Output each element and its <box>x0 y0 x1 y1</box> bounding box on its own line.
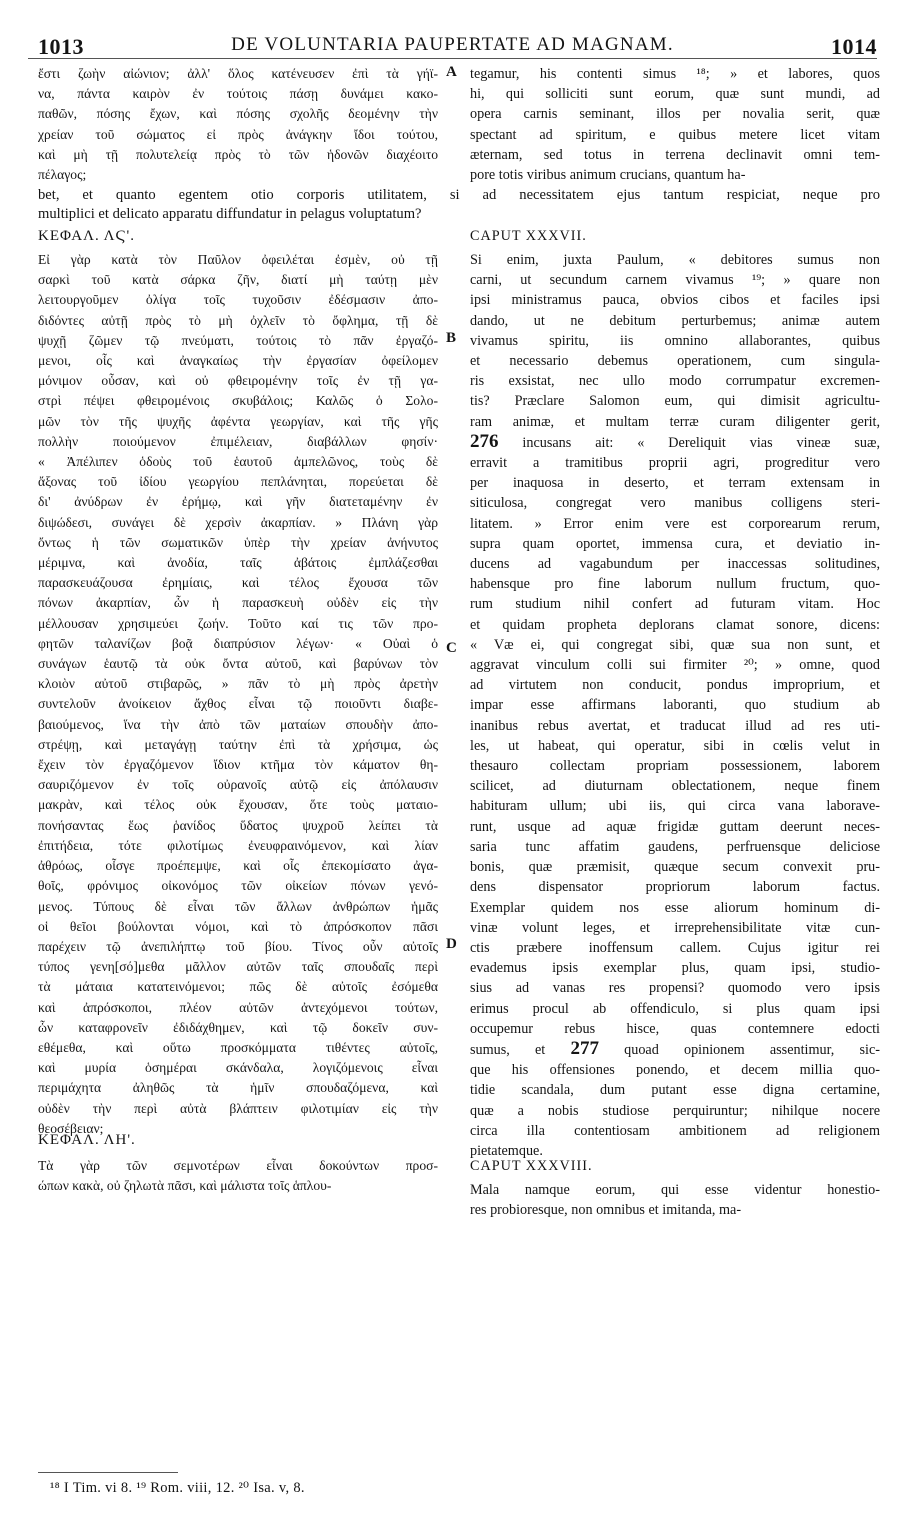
greek-text-line: οἱ θεῖοι βούλονται νόμοι, καὶ τὸ ἀπρόσκοπον πᾶσι <box>38 918 438 934</box>
greek-text-line: περιμάχητα ἀληθῶς τὰ ἡμῖν σπουδαζόμενα, καὶ <box>38 1080 438 1096</box>
latin-text-line: dando, ut ne debitum perturbemus; animæ autem <box>470 312 880 329</box>
latin-text-line: litatem. » Error enim vere est corporearum rerum, <box>470 515 880 532</box>
greek-text-line: τύπος γενη[σό]μεθα μᾶλλον αὐτῶν ταῖς σπουδαῖς περὶ <box>38 959 438 975</box>
left-page-number: 1013 <box>38 34 84 59</box>
greek-text-line: πέλαγος; <box>38 167 87 183</box>
running-title: DE VOLUNTARIA PAUPERTATE AD MAGNAM. <box>231 34 674 55</box>
latin-text-line: siticulosa, congregat vero manibus colligens steri- <box>470 495 880 512</box>
greek-text-line: να, πάντα καιρὸν ἐν τούτοις πάσῃ δυνάμει κακο- <box>38 86 438 102</box>
greek-text-line: μέλλουσαν χρησιμεύει ζωήν. Τοῦτο καί τις τῶν προ- <box>38 615 438 631</box>
latin-text-line: sumus, et 277 quoad opinionem assentimur, sic- <box>470 1038 880 1059</box>
latin-text-line: tegamur, his contenti simus ¹⁸; » et labores, quos <box>470 66 880 82</box>
greek-text-line: ἄξονας τοῦ ἰδίου γεωργίου πεπλάνηται, πορεύεται δὲ <box>38 474 438 490</box>
greek-chapter-heading-38: ΚΕΦΑΛ. ΛΗ'. <box>38 1132 136 1148</box>
latin-column-main <box>470 250 880 1161</box>
latin-text-line: habituram ullum; ubi iis, qui circa vana laborave- <box>470 798 880 815</box>
margin-letter-c: C <box>446 640 457 656</box>
greek-text-line: παρασκευάζουσα ἐρημίαις, καὶ τέλος ἔχουσα τῶν <box>38 575 438 591</box>
latin-text-line: ris exsistat, nec ullo modo corrumpatur excremen- <box>470 373 880 390</box>
latin-text-line: impar esse affirmans laboranti, quo studium ab <box>470 697 880 714</box>
greek-text-line: τὰ μάταια κατατεινόμενοι; πῶς δὲ αὐτοῖς ἐσόμεθα <box>38 979 438 995</box>
latin-text-line: rum studium nihil confert ad futuram vitam. Hoc <box>470 596 880 613</box>
greek-text-line: παθῶν, πόσης ἔχων, καὶ πόσης σχολῆς δεομένην τὴν <box>38 106 438 122</box>
latin-text-line: les, ut habeat, qui operatur, sibi in cœlis velut in <box>470 737 880 754</box>
column-number: 276 <box>470 431 499 452</box>
greek-text-line: ἀθρόως, οἷσγε προέπεμψε, καὶ οἷς ἐπεκομίσατο ἀγα- <box>38 858 438 874</box>
greek-text-line: ὄντως ἡ τῶν σωματικῶν ὑπὲρ τὴν χρείαν ἀνήνυτος <box>38 534 438 550</box>
latin-text-line: æternam, sed totus in terrena declinavit omni tem- <box>470 146 880 163</box>
greek-text-line: ἔστι ζωὴν αἰώνιον; ἀλλ' ὅλος κατένευσεν ἐπὶ τὰ γήϊ- <box>38 66 438 81</box>
greek-text-line: παρέχειν τῷ ἀνεπιλήπτῳ τοῦ βίου. Τίνος οὖν αὐτοῖς <box>38 938 438 954</box>
greek-text-line: πονήσαντας ἕως ῥανίδος ὕδατος ψυχροῦ λείπει τὰ <box>38 817 438 833</box>
greek-text-line: στρὶ πέψει φθειρομένοις σκυβάλοις; Καλῶς ὁ Σολο- <box>38 393 438 409</box>
latin-text-line: erravit a tramitibus proprii agri, progreditur vero <box>470 455 880 472</box>
greek-column-bottom <box>38 1156 438 1196</box>
latin-text-line: Exemplar quidem nos esse aliorum hominum di- <box>470 899 880 916</box>
greek-text-line: μῶν τὸν τῆς ψυχῆς ἀφέντα γεωργίαν, καὶ τῆς γῆς <box>38 413 438 429</box>
latin-text-line: et quidam propheta deplorans clamat sonore, dicens: <box>470 616 880 633</box>
greek-text-line: χρείαν τοῦ σώματος εἰ πρὸς ἀνάγκην ἴδοι τούτου, <box>38 126 438 142</box>
greek-text-line: συνάγων ἑαυτῷ τὰ οὐκ ὄντα αὐτοῦ, καὶ βαρύνων τὸν <box>38 656 438 672</box>
greek-text-line: ὧν καταφρονεῖν ἐδιδάχθημεν, καὶ τῷ δοκεῖν συν- <box>38 1019 438 1035</box>
greek-text-line: καὶ μυρία ὁσημέραι σκάνδαλα, λογιζόμενοις εἶναι <box>38 1060 438 1076</box>
latin-text-line: hi, qui solliciti sunt eorum, quæ sunt mundi, ad <box>470 86 880 103</box>
latin-text-line: spectant ad spiritum, e quibus metere licet vitam <box>470 126 880 143</box>
latin-text-line: pietatemque. <box>470 1142 543 1159</box>
footnote-rule <box>38 1472 178 1473</box>
latin-chapter-heading-37: CAPUT XXXVII. <box>470 228 587 244</box>
greek-text-line: πολλὴν ποιούμενον ἐπιμέλειαν, διαβάλλων φησίν· <box>38 433 438 449</box>
latin-text-line: erimus procul ab offendiculo, si plus quam ipsi <box>470 1000 880 1017</box>
latin-text-line: 276 incusans ait: « Dereliquit vias vineæ suæ, <box>470 431 880 452</box>
greek-text-line: ψυχῇ ζῶμεν τῷ πνεύματι, τούτοις τὸ πᾶν ἐργαζό- <box>38 332 438 348</box>
latin-text-line: runt, usque ad aquæ frigidæ guttam deerunt neces- <box>470 818 880 835</box>
margin-letter-a: A <box>446 64 457 80</box>
column-number: 277 <box>570 1038 599 1059</box>
greek-text-line: δι' ἀνύδρων ἐν ἐρήμῳ, καὶ γῆν διατεταμένην ἐν <box>38 494 438 510</box>
latin-text-line: quæ a nobis studiose perquiruntur; nihilque nocere <box>470 1102 880 1119</box>
latin-text-line: inanibus rebus avertat, et traducat illud ad res uti- <box>470 717 880 734</box>
greek-column-main <box>38 250 438 1139</box>
latin-text-line: « Væ ei, qui congregat sibi, quæ sua non sunt, et <box>470 636 880 653</box>
latin-text-line: bonis, quæ præmisit, quæque secum convexit pru- <box>470 859 880 876</box>
latin-column-top <box>470 64 880 185</box>
latin-text-line: scilicet, ad diuturnam oblectationem, neque finem <box>470 778 880 795</box>
full-width-text-line: bet, et quanto egentem otio corporis utilitatem, si ad necessitatem ejus tantum respiciat, neque pro <box>38 187 880 203</box>
latin-chapter-heading-38: CAPUT XXXVIII. <box>470 1158 593 1174</box>
greek-text-line: Εἰ γὰρ κατὰ τὸν Παῦλον ὀφειλέται ἐσμὲν, οὐ τῇ <box>38 252 438 267</box>
latin-text-line: aggravat vinculum colli sui firmiter ²⁰; » omne, quod <box>470 657 880 674</box>
greek-text-line: διδόντες αὐτῇ πρὸς τὸ μὴ ὀχλεῖν τὸ ὄφλημα, τῇ δὲ <box>38 312 438 328</box>
greek-text-line: βαιούμενος, ἵνα τὴν ἀπὸ τῶν ματαίων σπουδὴν ἀπο- <box>38 716 438 732</box>
footnotes: ¹⁸ I Tim. vi 8. ¹⁹ Rom. viii, 12. ²⁰ Isa. v, 8. <box>50 1480 305 1496</box>
latin-text-line: saria tunc affatim gaudens, perfruensque deliciose <box>470 838 880 855</box>
latin-text-line: sius ad vanas res propensi? quomodo vero ipsis <box>470 980 880 997</box>
greek-text-line: συντελοῦν ἀνοίκειον ἄχθος εἶναι τῷ ποιοῦντι διαβε- <box>38 696 438 712</box>
latin-text-line: ducens ad vagabundum per inaccessas solitudines, <box>470 556 880 573</box>
margin-letter-d: D <box>446 936 457 952</box>
greek-text-line: θοῖς, φρόνιμος οἰκονόμος τῶν οἰκείων πόνων γενό- <box>38 878 438 894</box>
latin-text-line: ad virtutem non conducit, pondus improprium, et <box>470 677 880 694</box>
latin-text-line: circa illa contentiosam ambitionem ad religionem <box>470 1122 880 1139</box>
full-width-text <box>38 186 880 224</box>
margin-letter-b: B <box>446 330 457 346</box>
latin-text-line: vivamus spiritu, iis omnino allaborantes, quibus <box>470 332 880 349</box>
latin-text-line: per inaquosa in deserto, et terram extensam in <box>470 475 880 492</box>
latin-column-bottom <box>470 1180 880 1220</box>
latin-text-line: ctis præbere inoffensum callem. Cujus igitur rei <box>470 939 880 956</box>
greek-text-line: διψώδεσι, συνάγει δὲ χερσὶν ἀκαρπίαν. » Πλάνη γὰρ <box>38 514 438 530</box>
greek-text-line: ώπων κακὰ, οὐ ζηλωτὰ πᾶσι, καὶ μάλιστα τοῖς ἁπλου- <box>38 1178 332 1194</box>
greek-chapter-heading-36: ΚΕΦΑΛ. ΛϚ'. <box>38 228 135 244</box>
latin-text-line: supra quam oportet, immensa cura, et deviatio in- <box>470 535 880 552</box>
greek-text-line: θεοσέβειαν; <box>38 1120 104 1136</box>
latin-text-line: et necessario debemus operationem, cum singula- <box>470 353 880 370</box>
greek-text-line: ἔχειν τὸν ἐργαζόμενον ἴδιον κτῆμα τὸν κάματον θη- <box>38 757 438 773</box>
greek-text-line: μακρὰν, καὶ τέλος οὐκ ἔχουσαν, ὅτε τοὺς ματαιο- <box>38 797 438 813</box>
greek-text-line: « Ἀπέλιπεν ὁδοὺς τοῦ ἑαυτοῦ ἀμπελῶνος, τοὺς δὲ <box>38 454 438 470</box>
latin-text-line: ram animæ, et multam terræ curam diligenter gerit, <box>470 413 880 430</box>
greek-text-line: εθέμεθα, καὶ οὕτω προσκόμματα τιθέντες αὐτοῖς, <box>38 1039 438 1055</box>
full-width-text-line: multiplici et delicato apparatu diffundatur in pelagus voluptatum? <box>38 206 422 222</box>
greek-text-line: καὶ μὴ τῇ πολυτελείᾳ πρὸς τὸ τῶν ἡδονῶν διαχέοιτο <box>38 146 438 162</box>
latin-text-line: thesauro collectam propriam possessionem, laborem <box>470 758 880 775</box>
greek-text-line: σαυριζόμενον ἐν τοῖς οὐρανοῖς αὐτῷ εἰς ἀπόλαυσιν <box>38 777 438 793</box>
latin-text-line: habensque pro fine laborum nullum fructum, quo- <box>470 576 880 593</box>
greek-text-line: μέριμνα, καὶ ἀνοδία, ταῖς ἀβάτοις ἐμπλάζεσθαι <box>38 555 438 571</box>
latin-text-line: occupemur rebus hisce, quas contemnere edocti <box>470 1020 880 1037</box>
greek-column-top <box>38 64 438 185</box>
latin-text-line: opera carnis seminant, illos per novalia serit, quæ <box>470 106 880 123</box>
greek-text-line: πόνων ἀκαρπίαν, ὧν ἡ παρασκευὴ οὐδὲν εἰς τὴν <box>38 595 438 611</box>
greek-text-line: φητῶν ταλανίζων βοᾷ διαπρύσιον λέγων· « Οὐαὶ ὁ <box>38 635 438 651</box>
latin-text-line: que his offensiones ponendo, et decem millia quo- <box>470 1062 880 1079</box>
latin-text-line: vinæ volunt leges, et irreprehensibilitate vitæ cun- <box>470 919 880 936</box>
greek-text-line: στρέψῃ, καὶ μεταγάγῃ ταύτην ἐπὶ τὰ χρήσιμα, ὡς <box>38 736 438 752</box>
right-page-number: 1014 <box>831 34 877 59</box>
greek-text-line: μενος. Τύπους δὲ εἶναι τῶν ἄλλων ἀνθρώπων ἡμᾶς <box>38 898 438 914</box>
latin-text-line: tis? Præclare Salomon eum, qui dimisit agricultu- <box>470 393 880 410</box>
greek-text-line: σαρκὶ τοῦ κατὰ σάρκα ζῆν, διατί μὴ ταύτῃ μὲν <box>38 272 438 288</box>
latin-text-line: dens dispensator propriorum laborum factus. <box>470 879 880 896</box>
latin-text-line: Si enim, juxta Paulum, « debitores sumus non <box>470 252 880 268</box>
latin-text-line: evademus ipsis exemplar plus, quam ipsi, studio- <box>470 960 880 977</box>
latin-text-line: tidie scandala, dum putant esse digna certamine, <box>470 1082 880 1099</box>
greek-text-line: καὶ ἀπρόσκοποι, πλέον αὐτῶν ἀντεχόμενοι τούτων, <box>38 999 438 1015</box>
greek-text-line: οὐδὲν τὴν περὶ αὐτὰ βλάπτειν φιλοτιμίαν εἰς τὴν <box>38 1100 438 1116</box>
greek-text-line: μόνιμον οὖσαν, καὶ οὐ φθειρομένην τοῖς ἐν τῇ γα- <box>38 373 438 389</box>
latin-text-line: Mala namque eorum, qui esse videntur honestio- <box>470 1182 880 1198</box>
latin-text-line: ipsi ministramus pauca, obvios cibos et faciles ipsi <box>470 292 880 309</box>
greek-text-line: ἐπιτήδεια, τότε φιλοτίμως ἐνευφραινόμενον, καὶ λίαν <box>38 837 438 853</box>
greek-text-line: λειτουργοῦμεν ὀλίγα τοῖς τυχοῦσιν ἐδέσμασιν ἀπο- <box>38 292 438 308</box>
latin-text-line: res probioresque, non omnibus et imitanda, ma- <box>470 1202 742 1219</box>
latin-text-line: pore totis viribus animum crucians, quantum ha- <box>470 167 746 184</box>
latin-text-line: carni, ut secundum carnem vivamus ¹⁹; » quare non <box>470 272 880 289</box>
greek-text-line: κλοιὸν αὐτοῦ στιβαρῶς, » πᾶν τὸ μὴ πρὸς ἀρετὴν <box>38 676 438 692</box>
greek-text-line: Τὰ γὰρ τῶν σεμνοτέρων εἶναι δοκούντων προσ- <box>38 1158 438 1173</box>
greek-text-line: μενοι, οἷς καὶ ἀναγκαίως τὴν ἐργασίαν ὀφείλομεν <box>38 353 438 369</box>
running-header <box>28 34 877 59</box>
